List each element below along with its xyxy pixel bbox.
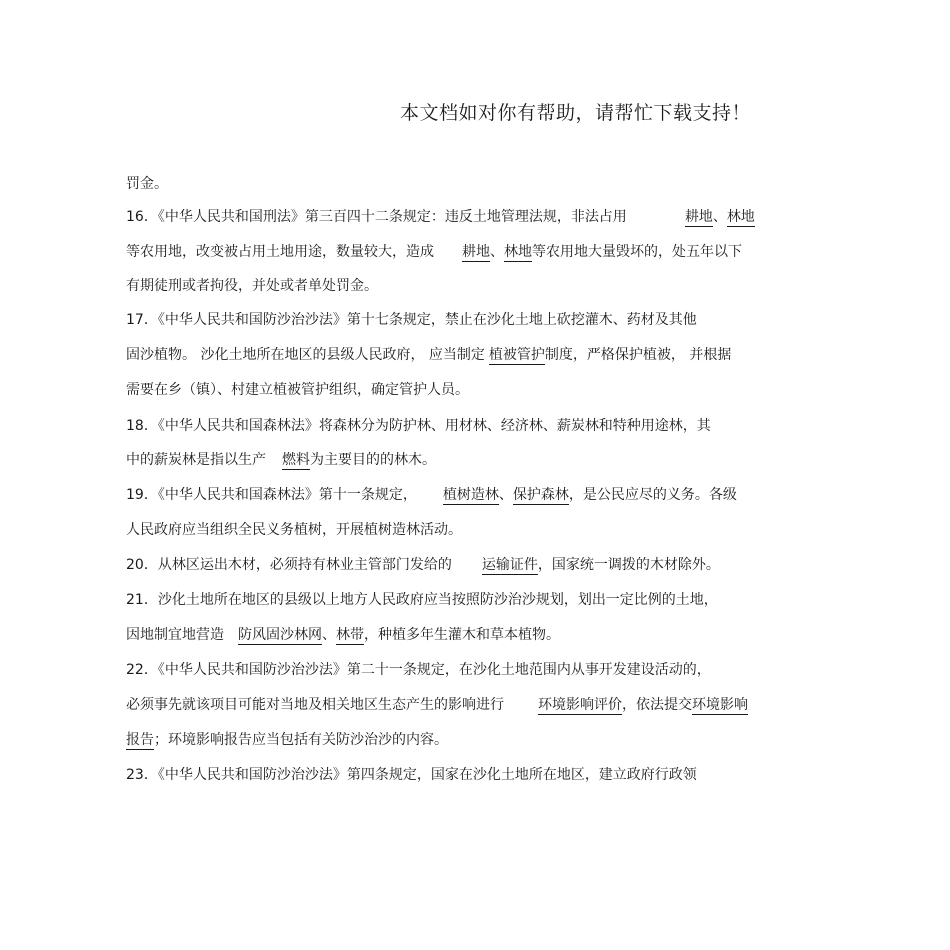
blank-answer: 林地 <box>726 209 755 225</box>
text-line <box>126 450 436 470</box>
blank-answer: 运输证件 <box>481 557 538 573</box>
text-line <box>126 276 378 296</box>
separator: 、 <box>498 487 513 503</box>
text: 有期徒刑或者拘役，并处或者单处罚金。 <box>126 278 378 294</box>
text-line <box>126 416 711 436</box>
text: 中的薪炭林是指以生产 <box>126 452 266 468</box>
blank-answer: 植树造林 <box>442 487 499 503</box>
blank-answer: 燃料 <box>282 452 310 468</box>
separator: 、 <box>322 627 336 643</box>
text-line <box>126 380 469 400</box>
text: 17．《中华人民共和国防沙治沙法》第十七条规定，禁止在沙化土地上砍挖灌木、药材及其他 <box>126 312 697 328</box>
text: 16．《中华人民共和国刑法》第三百四十二条规定：违反土地管理法规，非法占用 <box>126 209 627 225</box>
blank-answer: 植被管护 <box>488 347 545 363</box>
text: 因地制宜地营造 <box>126 627 224 643</box>
text-line <box>126 345 731 365</box>
text: ，国家统一调拨的木材除外。 <box>537 557 720 573</box>
text: 20．从林区运出木材，必须持有林业主管部门发给的 <box>126 557 452 573</box>
text: 为主要目的的林木。 <box>310 452 436 468</box>
blank-answer: 环境影响 <box>692 697 748 713</box>
text-line <box>126 207 755 227</box>
blank-answer: 林地 <box>504 244 532 260</box>
text: 罚金。 <box>126 176 168 192</box>
blank-answer: 环境影响评价 <box>538 697 622 713</box>
separator: ，依法提交 <box>622 697 692 713</box>
text-line <box>126 174 168 194</box>
download-support-banner: 本文档如对你有帮助，请帮忙下载支持！ <box>400 102 752 124</box>
text-line <box>126 695 748 715</box>
text: 固沙植物。 沙化土地所在地区的县级人民政府， 应当制定 <box>126 347 485 363</box>
text-line <box>126 730 448 750</box>
blank-answer: 防风固沙林网 <box>238 627 322 643</box>
text: 等农用地大量毁坏的，处五年以下 <box>532 244 742 260</box>
blank-answer: 报告 <box>126 732 154 748</box>
text: 需要在乡（镇）、村建立植被管护组织，确定管护人员。 <box>126 382 469 398</box>
text: 人民政府应当组织全民义务植树，开展植树造林活动。 <box>126 522 462 538</box>
text: 23．《中华人民共和国防沙治沙法》第四条规定，国家在沙化土地所在地区，建立政府行政领 <box>126 767 697 783</box>
blank-answer: 耕地 <box>684 209 713 225</box>
text: ，是公民应尽的义务。各级 <box>568 487 737 503</box>
separator: 、 <box>712 209 727 225</box>
blank-answer: 耕地 <box>462 244 490 260</box>
text: 21．沙化土地所在地区的县级以上地方人民政府应当按照防沙治沙规划，划出一定比例的土地， <box>126 592 718 608</box>
text-line <box>126 520 462 540</box>
text-line <box>126 590 718 610</box>
text: 19．《中华人民共和国森林法》第十一条规定， <box>126 487 417 503</box>
blank-answer: 保护森林 <box>512 487 569 503</box>
text: 制度，严格保护植被， 并根据 <box>544 347 732 363</box>
text-line <box>126 485 737 505</box>
text: 18．《中华人民共和国森林法》将森林分为防护林、用材林、经济林、薪炭林和特种用途林，其 <box>126 418 711 434</box>
text-line <box>126 625 560 645</box>
text: 等农用地，改变被占用土地用途，数量较大，造成 <box>126 244 434 260</box>
text-line <box>126 660 711 680</box>
separator: 、 <box>490 244 504 260</box>
text: 22．《中华人民共和国防沙治沙法》第二十一条规定，在沙化土地范围内从事开发建设活动的， <box>126 662 711 678</box>
text-line <box>126 765 697 785</box>
text-line <box>126 555 720 575</box>
text-line <box>126 242 742 262</box>
blank-answer: 林带 <box>336 627 364 643</box>
text: 必须事先就该项目可能对当地及相关地区生态产生的影响进行 <box>126 697 504 713</box>
text: ，种植多年生灌木和草本植物。 <box>364 627 560 643</box>
text-line <box>126 310 697 330</box>
text: ；环境影响报告应当包括有关防沙治沙的内容。 <box>154 732 448 748</box>
